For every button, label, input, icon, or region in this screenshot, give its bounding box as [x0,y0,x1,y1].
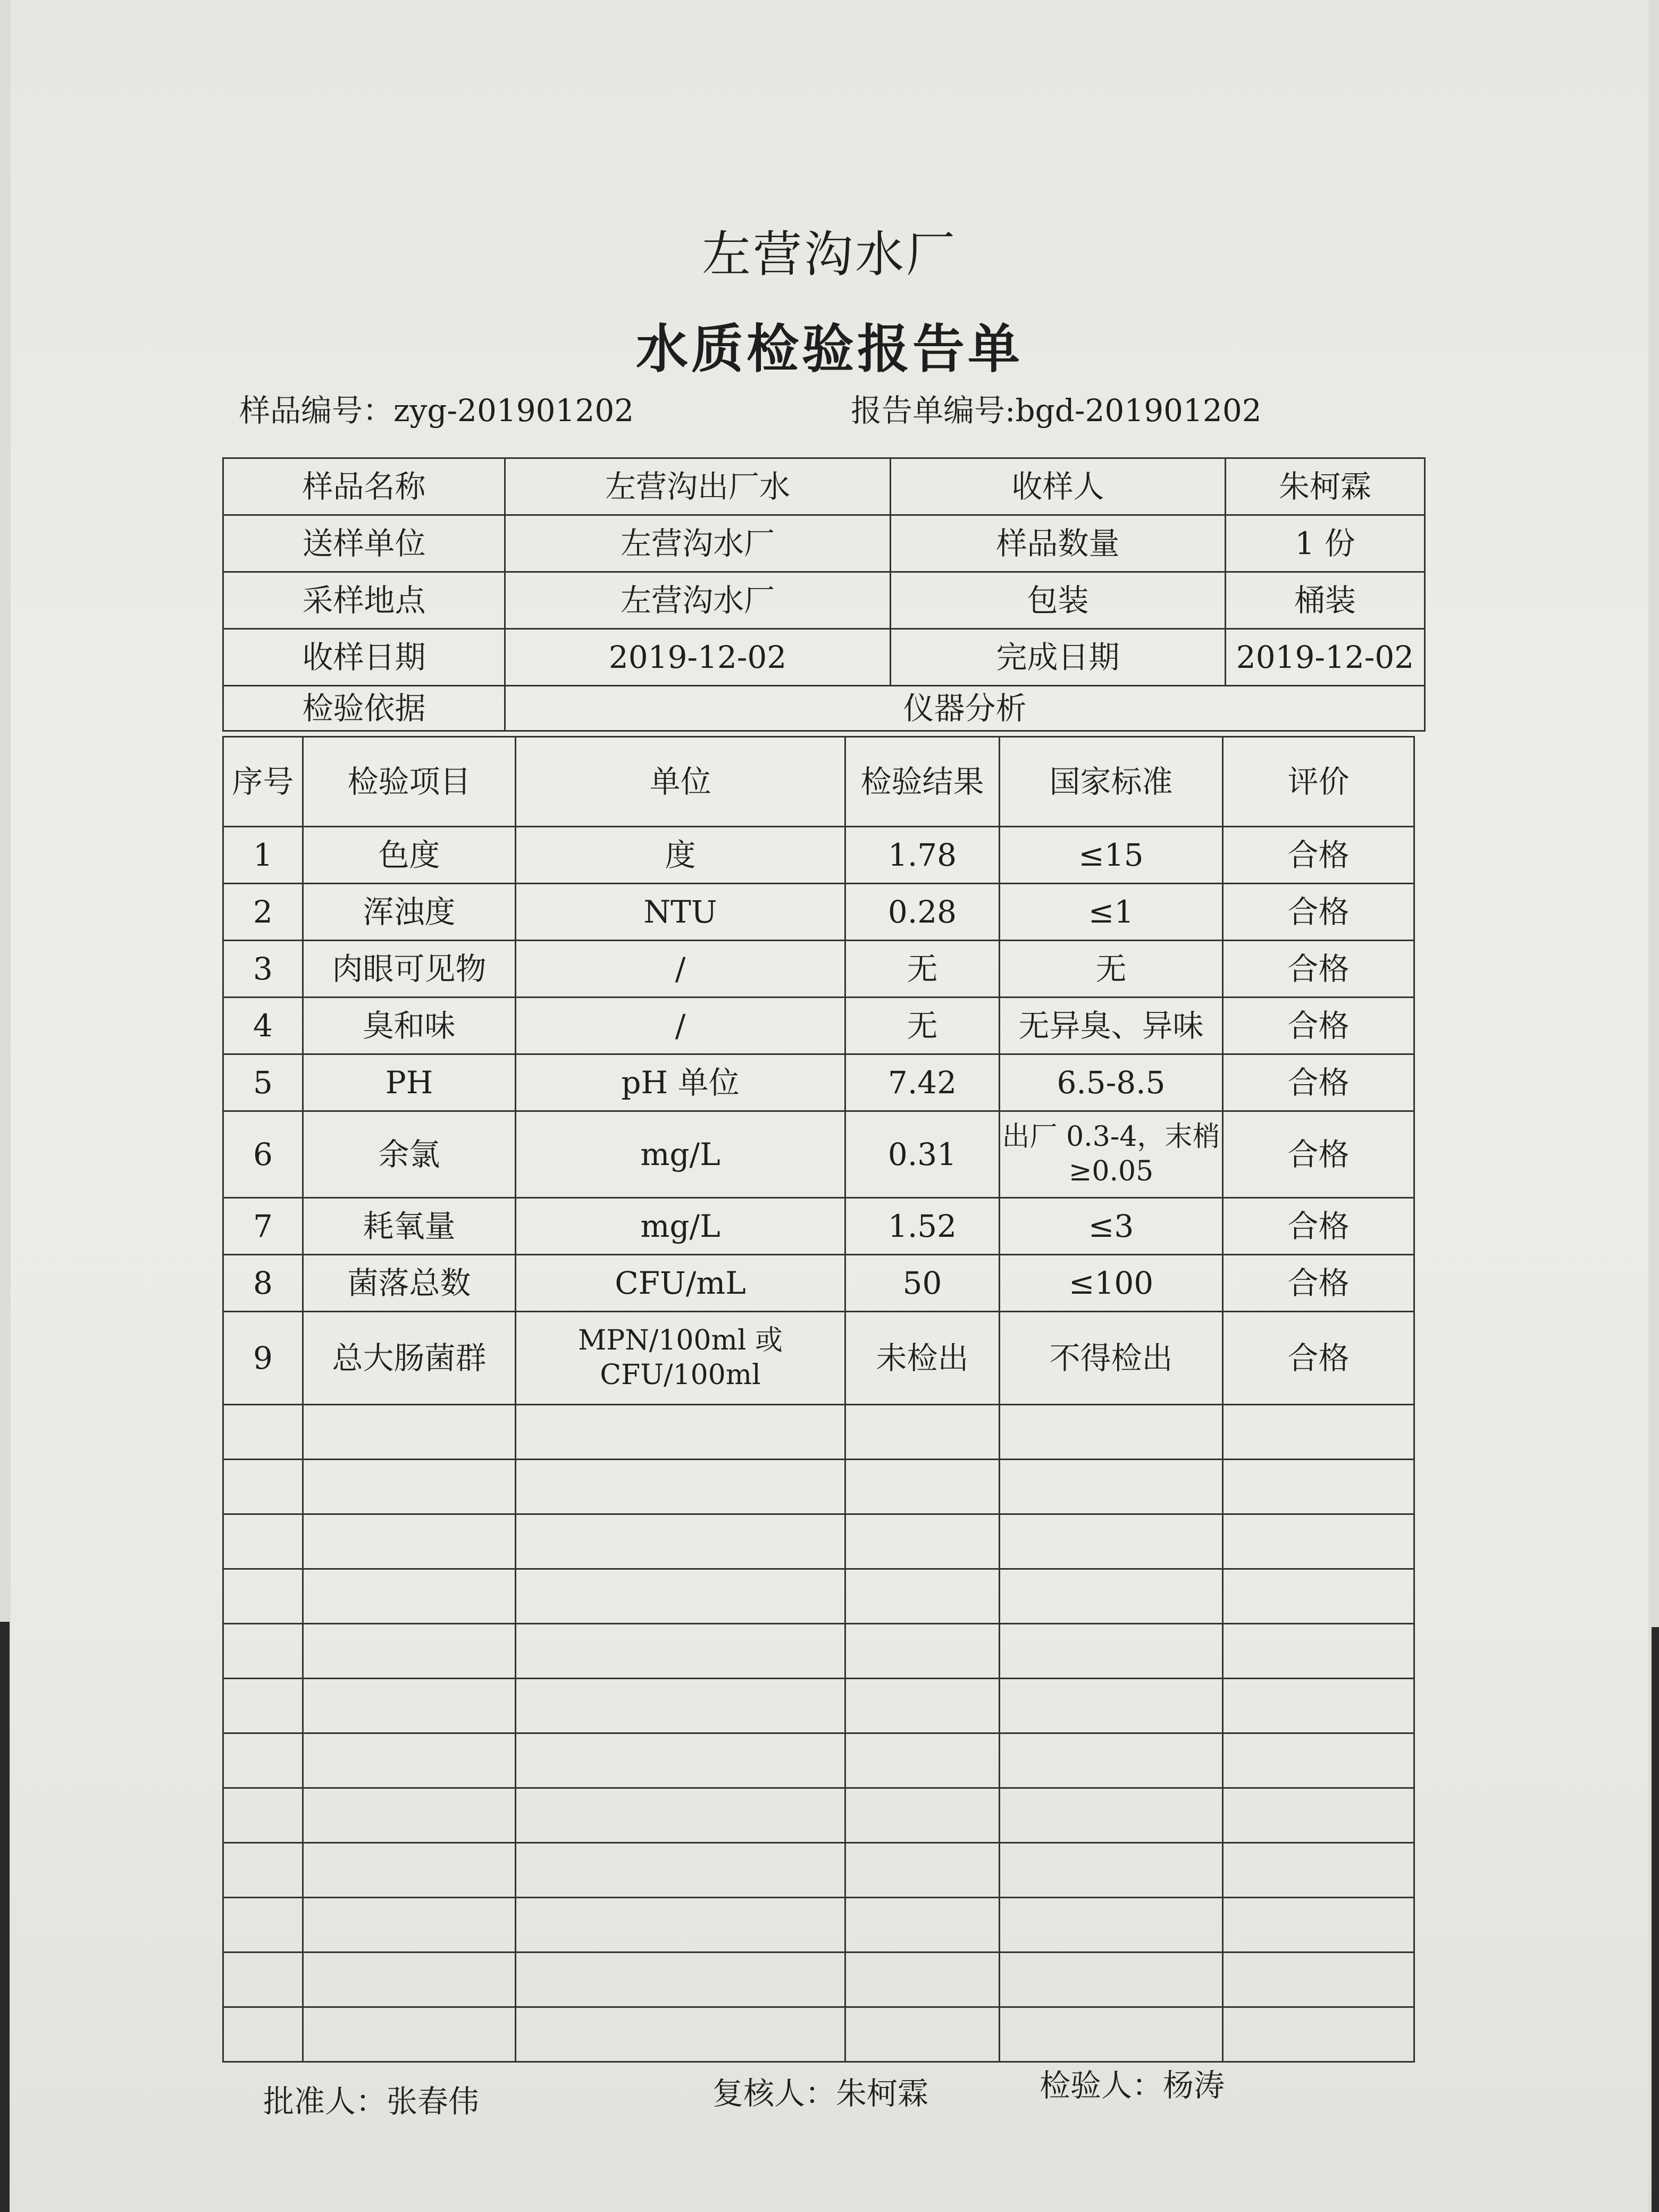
inspector-signature: 检验人：杨涛 [1040,2067,1225,2104]
sample-name-label: 样品名称 [223,458,505,515]
row-item: 臭和味 [303,998,516,1054]
column-header-result: 检验结果 [845,737,1000,827]
row-eval: 合格 [1223,1198,1414,1255]
sample-name-value: 左营沟出厂水 [505,458,891,515]
site-label: 采样地点 [223,572,505,629]
row-result: 1.78 [845,827,1000,884]
sample-info-table [222,457,1426,732]
blank-row [223,1569,1414,1624]
row-result: 7.42 [845,1054,1000,1111]
row-item: 菌落总数 [303,1255,516,1312]
table-row [223,1198,1414,1255]
row-item: 肉眼可见物 [303,941,516,998]
org-title: 左营沟水厂 [701,226,957,283]
row-eval: 合格 [1223,884,1414,941]
site-value: 左营沟水厂 [505,572,891,629]
row-item: 色度 [303,827,516,884]
row-standard: 出厂 0.3-4，末梢≥0.05 [1000,1111,1223,1198]
report-title: 水质检验报告单 [635,319,1023,380]
table-row [223,884,1414,941]
receiver-label: 收样人 [891,458,1226,515]
row-result: 未检出 [845,1312,1000,1405]
table-row [223,1255,1414,1312]
done-date-label: 完成日期 [891,629,1226,686]
row-result: 0.31 [845,1111,1000,1198]
column-header-unit: 单位 [516,737,845,827]
row-unit: mg/L [516,1111,845,1198]
row-item: 浑浊度 [303,884,516,941]
row-standard: 无异臭、异味 [1000,998,1223,1054]
table-row [223,1054,1414,1111]
row-unit: mg/L [516,1198,845,1255]
blank-row [223,1514,1414,1569]
row-no: 6 [223,1111,303,1198]
row-item: PH [303,1054,516,1111]
row-no: 9 [223,1312,303,1405]
table-row [223,827,1414,884]
background-edge-left [0,1622,10,2212]
row-no: 3 [223,941,303,998]
column-header-no: 序号 [223,737,303,827]
background-edge-right [1652,1627,1659,2212]
row-result: 无 [845,998,1000,1054]
row-unit: pH 单位 [516,1054,845,1111]
row-result: 50 [845,1255,1000,1312]
package-value: 桶装 [1226,572,1425,629]
blank-row [223,1624,1414,1679]
row-standard: 不得检出 [1000,1312,1223,1405]
basis-value: 仪器分析 [505,686,1425,731]
row-unit: 度 [516,827,845,884]
blank-row [223,1843,1414,1898]
table-row [223,1111,1414,1198]
row-no: 8 [223,1255,303,1312]
row-standard: 无 [1000,941,1223,998]
done-date-value: 2019-12-02 [1226,629,1425,686]
blank-row [223,1898,1414,1953]
quantity-label: 样品数量 [891,515,1226,572]
approver-signature: 批准人：张春伟 [263,2083,480,2119]
blank-row [223,1679,1414,1733]
sample-number: 样品编号：zyg-201901202 [239,392,634,429]
column-header-standard: 国家标准 [1000,737,1223,827]
blank-row [223,1953,1414,2007]
row-standard: ≤100 [1000,1255,1223,1312]
blank-row [223,1788,1414,1843]
row-result: 0.28 [845,884,1000,941]
blank-row [223,1405,1414,1460]
table-row [223,998,1414,1054]
row-unit: MPN/100ml 或 CFU/100ml [516,1312,845,1405]
row-eval: 合格 [1223,827,1414,884]
row-standard: 6.5-8.5 [1000,1054,1223,1111]
row-unit: NTU [516,884,845,941]
row-standard: ≤15 [1000,827,1223,884]
row-result: 1.52 [845,1198,1000,1255]
reviewer-signature: 复核人：朱柯霖 [713,2075,929,2112]
table-row [223,1312,1414,1405]
row-item: 总大肠菌群 [303,1312,516,1405]
row-item: 耗氧量 [303,1198,516,1255]
row-no: 2 [223,884,303,941]
row-eval: 合格 [1223,1111,1414,1198]
sender-value: 左营沟水厂 [505,515,891,572]
row-result: 无 [845,941,1000,998]
receiver-value: 朱柯霖 [1226,458,1425,515]
row-no: 1 [223,827,303,884]
row-eval: 合格 [1223,941,1414,998]
blank-row [223,1460,1414,1514]
blank-row [223,2007,1414,2062]
received-date-label: 收样日期 [223,629,505,686]
row-standard: ≤1 [1000,884,1223,941]
row-eval: 合格 [1223,1054,1414,1111]
column-header-eval: 评价 [1223,737,1414,827]
row-unit: / [516,998,845,1054]
column-header-item: 检验项目 [303,737,516,827]
row-no: 5 [223,1054,303,1111]
row-no: 4 [223,998,303,1054]
row-unit: / [516,941,845,998]
quantity-value: 1 份 [1226,515,1425,572]
sender-label: 送样单位 [223,515,505,572]
report-number: 报告单编号:bgd-201901202 [851,392,1262,429]
row-eval: 合格 [1223,1255,1414,1312]
table-row [223,941,1414,998]
row-item: 余氯 [303,1111,516,1198]
received-date-value: 2019-12-02 [505,629,891,686]
row-eval: 合格 [1223,998,1414,1054]
row-unit: CFU/mL [516,1255,845,1312]
row-eval: 合格 [1223,1312,1414,1405]
row-no: 7 [223,1198,303,1255]
test-items-table [222,736,1415,2063]
row-standard: ≤3 [1000,1198,1223,1255]
package-label: 包装 [891,572,1226,629]
blank-row [223,1733,1414,1788]
basis-label: 检验依据 [223,686,505,731]
